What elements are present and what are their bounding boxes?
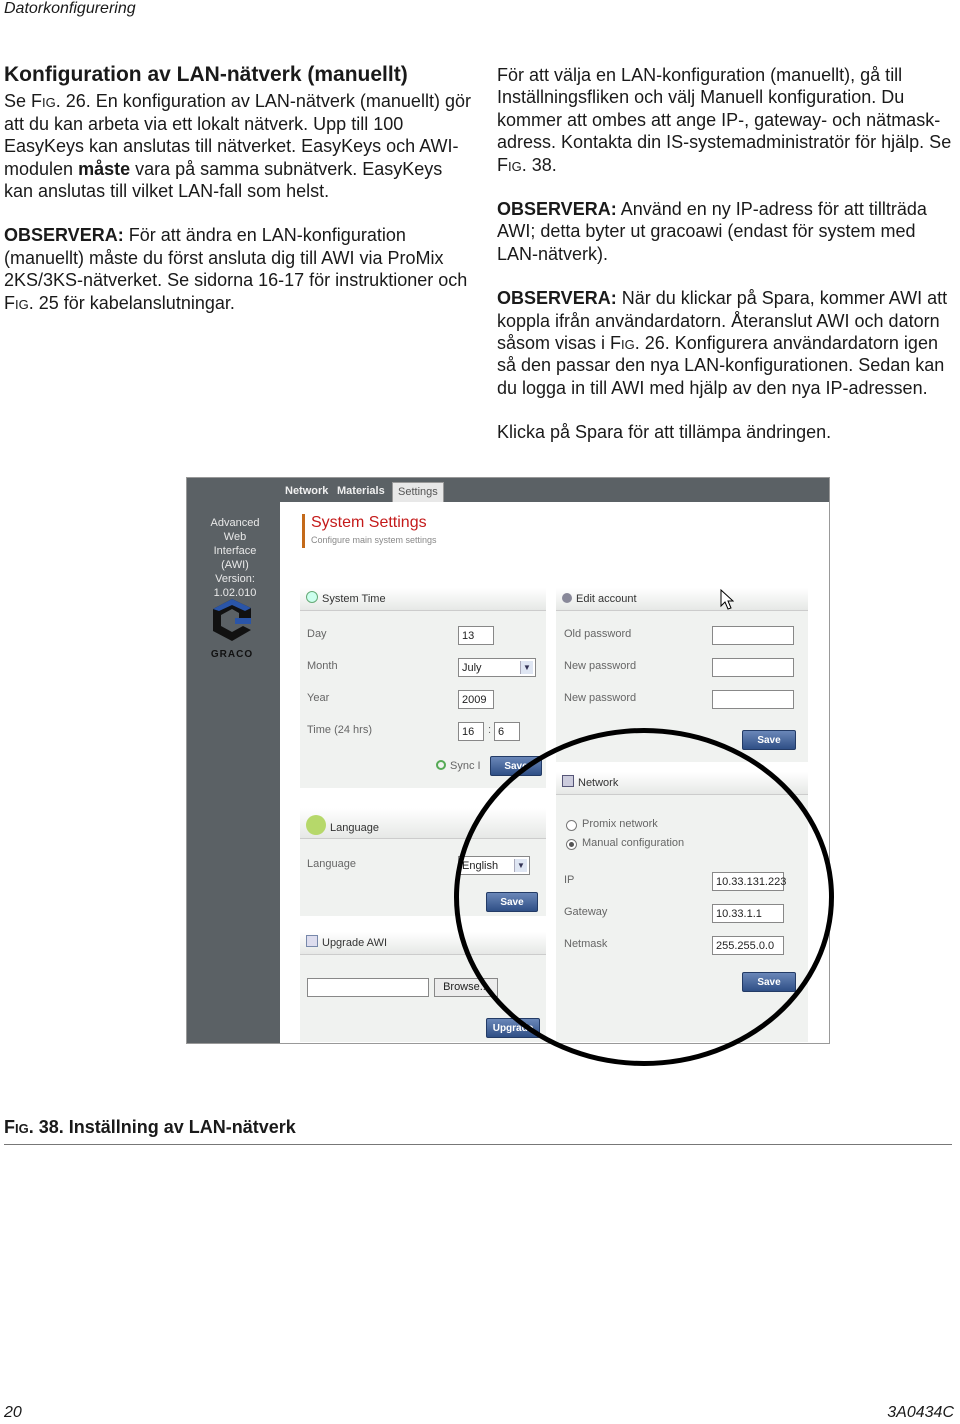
page-number: 20: [4, 1404, 22, 1421]
ip-input[interactable]: 10.33.131.223: [712, 872, 784, 891]
upgrade-button[interactable]: Upgrade: [486, 1018, 540, 1038]
file-path-input[interactable]: [307, 978, 429, 997]
mouse-cursor-icon: [720, 589, 734, 611]
panel-header: Edit account: [556, 588, 808, 611]
old-password-input[interactable]: [712, 626, 794, 645]
instructions-paragraph: För att välja en LAN-konfiguration (manuellt), gå till Inställningsfliken och välj Manuell konfiguration. Du kommer att ombes att ange IP-, gateway- och nätmask-adress. Kontakta din IS-systemadministratör för hjälp. Se Fig. 38.: [497, 65, 952, 175]
time-save-button[interactable]: Save: [490, 756, 542, 776]
edit-account-panel: Edit account Old password New password New password Save: [556, 588, 808, 762]
note-label: OBSERVERA:: [4, 225, 124, 246]
month-select[interactable]: July ▼: [458, 658, 536, 677]
version-info: Advanced Web Interface (AWI) Version: 1.02.010: [210, 517, 260, 599]
note-paragraph: OBSERVERA: Använd en ny IP-adress för att tillträda AWI; detta byter ut gracoawi (endast för system med LAN-nätverk).: [497, 199, 927, 264]
page-title: System Settings Configure main system settings: [302, 514, 437, 548]
globe-icon: [306, 815, 326, 835]
language-save-button[interactable]: Save: [486, 892, 538, 912]
caption-divider: [4, 1144, 952, 1145]
tab-network[interactable]: Network: [285, 485, 329, 497]
minute-input[interactable]: 6: [494, 722, 520, 741]
note-paragraph: OBSERVERA: För att ändra en LAN-konfiguration (manuellt) måste du först ansluta dig till AWI via ProMix 2KS/3KS-nätverket. Se sidorna 16-17 för instruktioner och Fig. 25 för kabelanslutningar.: [4, 225, 468, 313]
intro-paragraph: Se Fig. 26. En konfiguration av LAN-nätverk (manuellt) gör att du kan arbeta via ett lokalt nätverk. Upp till 100 EasyKeys kan anslutas till nätverket. EasyKeys och AWI-modulen måste vara på samma subnätverk. EasyKeys kan anslutas till vilket LAN-fall som helst.: [4, 91, 471, 202]
day-input[interactable]: 13: [458, 626, 494, 645]
note-paragraph: OBSERVERA: När du klickar på Spara, kommer AWI att koppla ifrån användardatorn. Återanslut AWI och datorn såsom visas i Fig. 26. Konfigurera användardatorn igen så den passar den nya LAN-konfigurationen. Sedan kan du logga in till AWI med hjälp av den nya IP-adressen.: [497, 288, 948, 398]
sync-link[interactable]: Sync I: [436, 760, 481, 772]
language-select[interactable]: English ▼: [458, 856, 530, 875]
tab-settings[interactable]: Settings: [392, 482, 444, 503]
apply-paragraph: Klicka på Spara för att tillämpa ändringen.: [497, 422, 832, 443]
section-title: Konfiguration av LAN-nätverk (manuellt): [4, 63, 408, 86]
fig-ref: Fig: [31, 91, 56, 112]
tab-materials[interactable]: Materials: [337, 485, 385, 497]
account-save-button[interactable]: Save: [742, 730, 796, 750]
clock-icon: [306, 591, 318, 603]
graco-logo: GRACO: [205, 596, 259, 660]
panel-header: System Time: [300, 588, 546, 611]
graco-g-icon: [207, 596, 257, 644]
confirm-password-input[interactable]: [712, 690, 794, 709]
language-panel: Language Language English ▼ Save: [300, 808, 546, 916]
chevron-down-icon: ▼: [514, 859, 527, 872]
gateway-input[interactable]: 10.33.1.1: [712, 904, 784, 923]
right-column: [497, 64, 957, 466]
network-save-button[interactable]: Save: [742, 972, 796, 992]
panel-header: Upgrade AWI: [300, 932, 546, 955]
highlight-circle: [454, 728, 834, 1066]
chevron-down-icon: ▼: [520, 661, 533, 674]
panel-header: Network: [556, 772, 808, 795]
year-input[interactable]: 2009: [458, 690, 494, 709]
new-password-input[interactable]: [712, 658, 794, 677]
hour-input[interactable]: 16: [458, 722, 484, 741]
sidebar: [187, 478, 280, 1043]
browse-button[interactable]: Browse...: [434, 978, 498, 997]
upgrade-icon: [306, 935, 318, 947]
sync-icon: [436, 760, 446, 770]
panel-header: Language: [300, 808, 546, 839]
user-icon: [562, 593, 572, 603]
document-number: 3A0434C: [887, 1404, 954, 1421]
left-column: [4, 64, 474, 336]
network-panel: Network Promix network Manual configuration IP 10.33.131.223 Gateway 10.33.1.1 Netmask 255.255.0.0 Save: [556, 772, 808, 1042]
figure-caption: Fig. 38. Inställning av LAN-nätverk: [4, 1117, 296, 1137]
tab-bar: [280, 478, 829, 502]
running-header: Datorkonfigurering: [4, 0, 136, 17]
netmask-input[interactable]: 255.255.0.0: [712, 936, 784, 955]
system-time-panel: System Time Day 13 Month July ▼ Year 2009 Time (24 hrs) 16 : 6 Sync I Save: [300, 588, 546, 788]
